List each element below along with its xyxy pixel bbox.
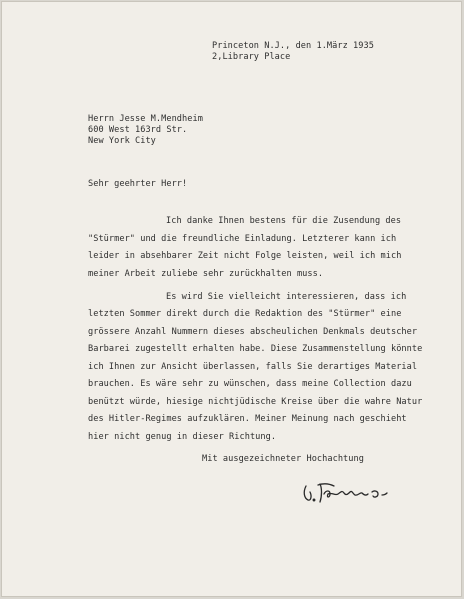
paragraph2-line: hier nicht genug in dieser Richtung. [88,432,277,442]
paragraph2-line: ich Ihnen zur Ansicht überlassen, falls Sie derartiges Material [88,362,418,372]
recipient-street: 600 West 163rd Str. [88,125,188,135]
paragraph2-line: Barbarei zugestellt erhalten habe. Diese Zusammenstellung könnte [88,344,423,354]
paragraph2-line: brauchen. Es wäre sehr zu wünschen, dass meine Collection dazu [88,379,412,389]
recipient-name: Herrn Jesse M.Mendheim [88,114,203,124]
letter-page [2,2,461,596]
paragraph2-line: des Hitler-Regimes aufzuklären. Meiner Meinung nach geschieht [88,414,407,424]
paragraph1-line: "Stürmer" und die freundliche Einladung. Letzterer kann ich [88,234,397,244]
paragraph2-line: grössere Anzahl Nummern dieses abscheulichen Denkmals deutscher [88,327,418,337]
paragraph2-line: Es wird Sie vielleicht interessieren, dass ich [166,292,407,302]
salutation: Sehr geehrter Herr! [88,179,188,189]
recipient-city: New York City [88,136,156,146]
sender-address-line: 2,Library Place [212,52,291,62]
paragraph1-line: Ich danke Ihnen bestens für die Zusendung des [166,216,402,226]
closing-line: Mit ausgezeichneter Hochachtung [202,454,364,464]
paragraph1-line: meiner Arbeit zuliebe sehr zurückhalten muss. [88,269,324,279]
paragraph1-line: leider in absehbarer Zeit nicht Folge leisten, weil ich mich [88,251,402,261]
place-date-line: Princeton N.J., den 1.März 1935 [212,41,374,51]
paragraph2-line: letzten Sommer direkt durch die Redaktion des "Stürmer" eine [88,309,402,319]
paragraph2-line: benützt würde, hiesige nichtjüdische Kreise über die wahre Natur [88,397,423,407]
handwritten-signature [300,478,390,508]
